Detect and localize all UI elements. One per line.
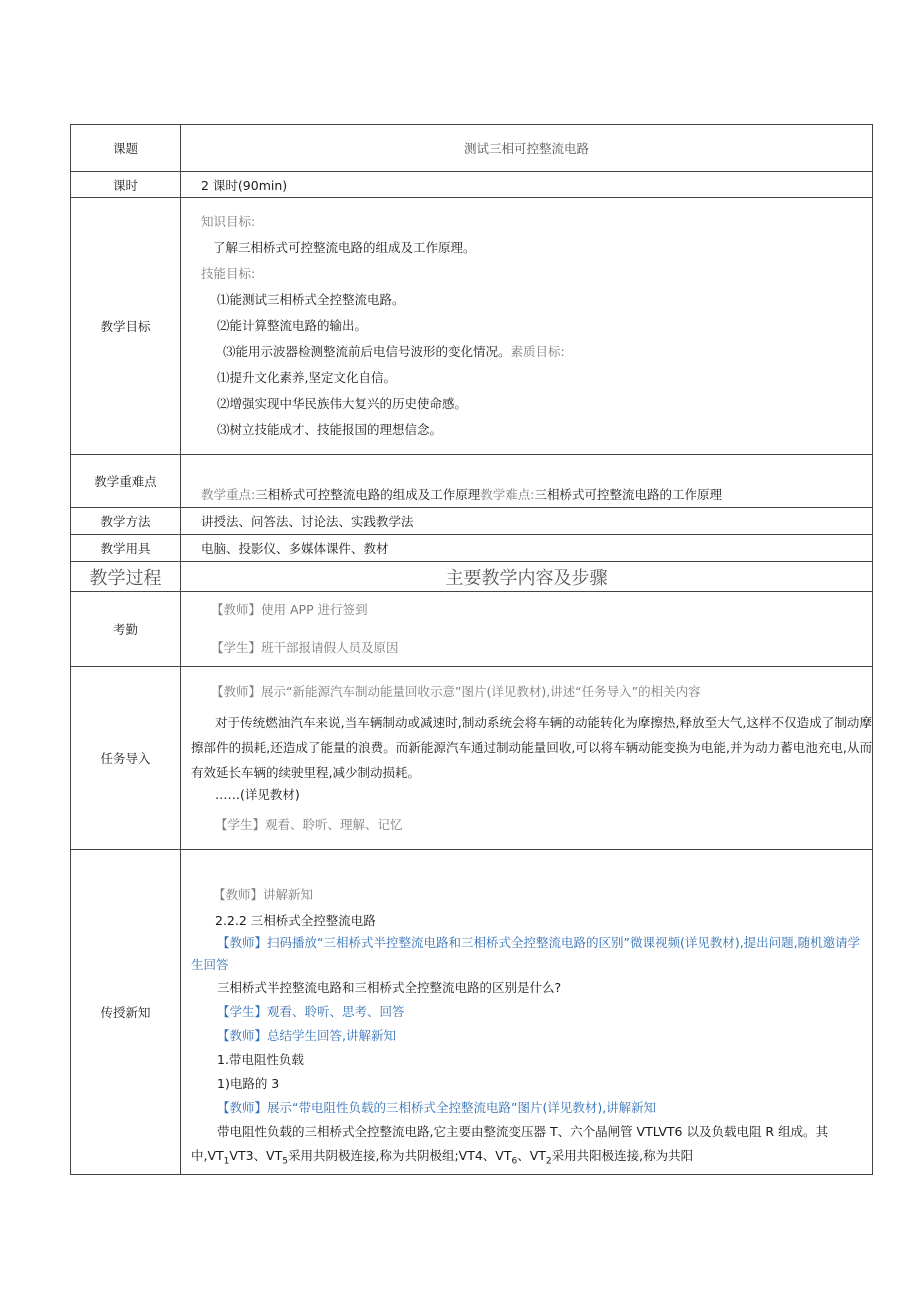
process-header-row <box>71 562 873 592</box>
new-knowledge-teacher-3: 【教师】总结学生回答,讲解新知 <box>217 1028 396 1043</box>
tools-label: 教学用具 <box>71 535 181 562</box>
key-text: 三相桥式可控整流电路的组成及工作原理 <box>255 487 481 502</box>
tools-value: 电脑、投影仪、多媒体课件、教材 <box>181 535 873 562</box>
circuit-paragraph-b2: VT3、VT <box>229 1148 283 1163</box>
skill-item-2: ⑵能计算整流电路的输出。 <box>217 318 368 333</box>
skill-item-3-text: ⑶能用示波器检测整流前后电信号波形的变化情况。 <box>223 344 511 359</box>
circuit-paragraph-a: 带电阻性负载的三相桥式全控整流电路,它主要由整流变压器 T、六个晶闸管 VTLVT6 以及负载电阻 R 组成。其中, <box>191 1124 829 1163</box>
attendance-cell <box>181 592 873 667</box>
new-knowledge-teacher-2: 【教师】扫码播放“三相桥式半控整流电路和三相桥式全控整流电路的区别”微课视频(详见教材),提出问题,随机邀请学生回答 <box>191 935 861 972</box>
task-intro-cell <box>181 667 873 850</box>
attendance-spacer <box>211 620 872 638</box>
task-intro-student: 【学生】观看、聆听、理解、记忆 <box>215 816 403 832</box>
objectives-row <box>71 198 873 455</box>
task-intro-row <box>71 667 873 850</box>
skill-item-1: ⑴能测试三相桥式全控整流电路。 <box>217 292 405 307</box>
attendance-row <box>71 592 873 667</box>
task-intro-paragraph: 对于传统燃油汽车来说,当车辆制动或减速时,制动系统会将车辆的动能转化为摩擦热,释放至大气,这样不仅造成了制动摩擦部件的损耗,还造成了能量的浪费。而新能源汽车通过制动能量回收,可以将车辆动能变换为电能,并为动力蓄电池充电,从而有效延长车辆的续驶里程,减少制动损耗。 <box>191 714 872 780</box>
question-text: 三相桥式半控整流电路和三相桥式全控整流电路的区别是什么? <box>217 980 562 995</box>
knowledge-title: 知识目标: <box>201 214 256 229</box>
attendance-student: 【学生】班干部报请假人员及原因 <box>211 640 399 655</box>
skill-title: 技能目标: <box>201 266 256 281</box>
quality-item-1: ⑴提升文化素养,坚定文化自信。 <box>217 370 396 385</box>
new-knowledge-student: 【学生】观看、聆听、思考、回答 <box>217 1004 405 1019</box>
difficulty-title: 教学难点: <box>480 487 535 502</box>
topic-label: 课题 <box>71 125 181 172</box>
section-heading: 2.2.2 三相桥式全控整流电路 <box>215 913 376 928</box>
attendance-label: 考勤 <box>71 592 181 667</box>
difficulty-text: 三相桥式可控整流电路的工作原理 <box>534 487 722 502</box>
objectives-label: 教学目标 <box>71 198 181 455</box>
subsection-1: 1.带电阻性负载 <box>217 1052 304 1067</box>
topic-title: 测试三相可控整流电路 <box>181 125 873 172</box>
knowledge-item-1: 了解三相桥式可控整流电路的组成及工作原理。 <box>213 240 476 255</box>
new-knowledge-row <box>71 850 873 1175</box>
circuit-paragraph-b2-sub: 5 <box>282 1156 288 1167</box>
new-knowledge-label: 传授新知 <box>71 850 181 1175</box>
objectives-cell <box>181 198 873 455</box>
circuit-paragraph-b4: 、VT <box>517 1148 546 1163</box>
circuit-paragraph-b5: 采用共阳极连接,称为共阳 <box>551 1148 694 1163</box>
new-knowledge-teacher-1: 【教师】讲解新知 <box>213 887 314 902</box>
circuit-paragraph-b1: VT <box>207 1148 224 1163</box>
new-knowledge-cell <box>181 850 873 1175</box>
topic-row <box>71 125 873 172</box>
quality-item-3: ⑶树立技能成才、技能报国的理想信念。 <box>217 422 443 437</box>
task-intro-teacher: 【教师】展示“新能源汽车制动能量回收示意”图片(详见教材),讲述“任务导入”的相关内容 <box>211 683 701 699</box>
circuit-paragraph-b1-sub: 1 <box>223 1156 230 1167</box>
methods-value: 讲授法、问答法、讨论法、实践教学法 <box>181 508 873 535</box>
key-points-cell <box>181 455 873 508</box>
circuit-paragraph <box>191 1120 872 1174</box>
circuit-paragraph-b3: 采用共阴极连接,称为共阴极组;VT4、VT <box>287 1148 512 1163</box>
hours-value: 2 课时(90min) <box>181 172 873 198</box>
hours-label: 课时 <box>71 172 181 198</box>
skill-item-3 <box>201 339 872 365</box>
methods-row <box>71 508 873 535</box>
task-intro-more: ……(详见教材) <box>215 786 300 802</box>
key-points-label: 教学重难点 <box>71 455 181 508</box>
tools-row <box>71 535 873 562</box>
quality-title: 素质目标: <box>510 344 565 359</box>
quality-item-2: ⑵增强实现中华民族伟大复兴的历史使命感。 <box>217 396 468 411</box>
methods-label: 教学方法 <box>71 508 181 535</box>
task-intro-label: 任务导入 <box>71 667 181 850</box>
circuit-paragraph-b4-sub: 2 <box>545 1156 552 1167</box>
process-header-right: 主要教学内容及步骤 <box>181 562 873 592</box>
circuit-paragraph-b3-sub: 6 <box>511 1156 518 1167</box>
attendance-teacher: 【教师】使用 APP 进行签到 <box>211 602 368 617</box>
lesson-plan-table <box>70 124 873 1175</box>
key-title: 教学重点: <box>201 487 256 502</box>
new-knowledge-teacher-4: 【教师】展示“带电阻性负载的三相桥式全控整流电路”图片(详见教材),讲解新知 <box>217 1100 657 1115</box>
process-header-left: 教学过程 <box>71 562 181 592</box>
hours-row <box>71 172 873 198</box>
subsection-2: 1)电路的 3 <box>217 1076 280 1091</box>
key-points-row <box>71 455 873 508</box>
